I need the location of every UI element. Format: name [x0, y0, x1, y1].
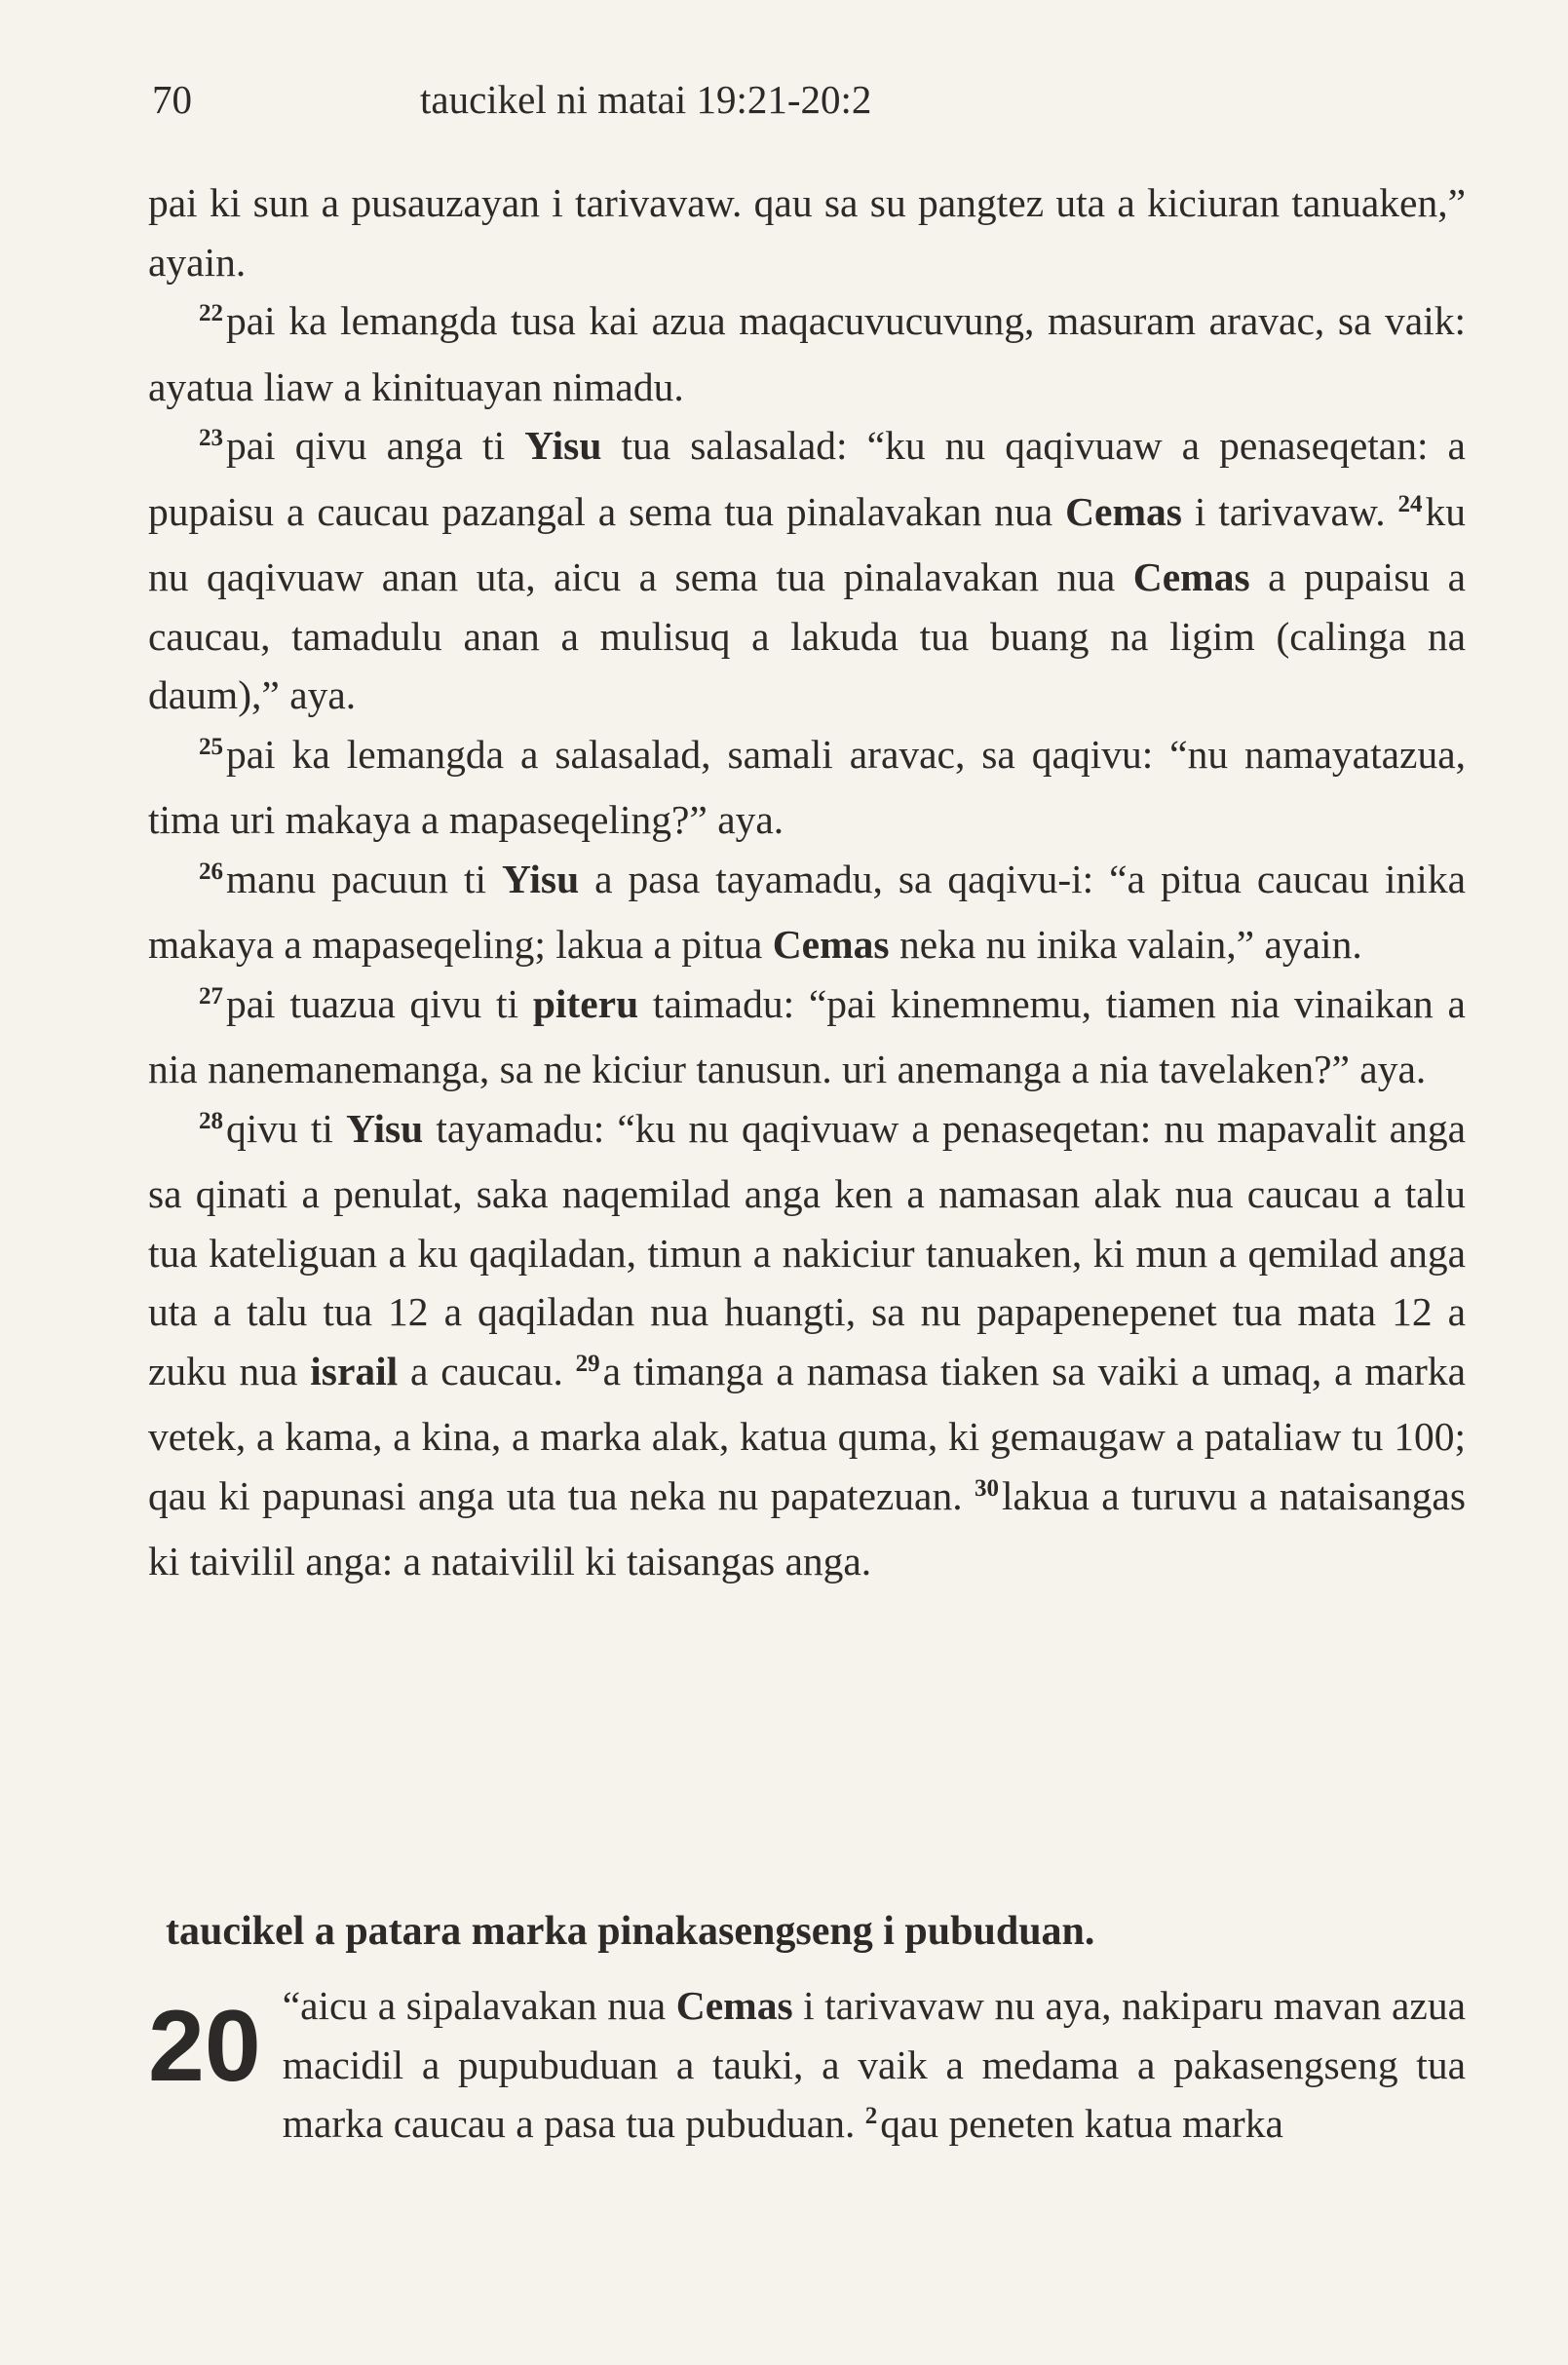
verse-number: 27 [199, 982, 223, 1010]
verse-text: manu pacuun ti [226, 856, 502, 901]
verse-text: pai qivu anga ti [226, 423, 525, 468]
paragraph [148, 974, 1466, 1099]
paragraph [148, 850, 1466, 974]
verse-text: lakua a turuvu a nataisangas ki taivilil anga: a nataivilil ki taisangas anga. [148, 1472, 1466, 1583]
verse-text: qau peneten katua marka [880, 2101, 1283, 2146]
paragraph [148, 416, 1466, 725]
verse-number: 30 [975, 1474, 999, 1502]
name-piteru: piteru [532, 980, 639, 1026]
verse-number: 22 [199, 300, 223, 326]
verse-number: 29 [575, 1350, 600, 1377]
verse-text: tayamadu: “ku nu qaqivuaw a penaseqetan: nu mapavalit anga sa qinati a penulat, saka naqemilad anga ken a namasan alak nua caucau a talu tua kateliguan a ku qaqiladan, timun a nakiciur tanuaken, ki mun a qemilad anga uta a talu tua 12 a qaqiladan nua huangti, sa nu papapenepenet tua mata 12 a zuku nua [148, 1105, 1467, 1393]
name-yisu: Yisu [501, 856, 580, 901]
verse-text: pai ka lemangda a salasalad, samali aravac, sa qaqivu: “nu namayatazua, tima uri makaya a mapaseqeling?” aya. [148, 731, 1466, 842]
verse-text: i tarivavaw. [1181, 488, 1398, 534]
paragraph [148, 173, 1466, 291]
name-yisu: Yisu [346, 1105, 424, 1151]
verse-text: pai ki sun a pusauzayan i tarivavaw. qau sa su pangtez uta a kiciuran tanuaken,” ayain. [148, 180, 1466, 285]
verse-text: pai ka lemangda tusa kai azua maqacuvucuvung, masuram aravac, sa vaik: ayatua liaw a kinituayan nimadu. [148, 298, 1466, 409]
running-head: taucikel ni matai 19:21-20:2 [420, 77, 872, 122]
main-text [148, 173, 1466, 1591]
chapter-start [148, 1976, 1466, 2160]
verse-text: taimadu: “pai kinemnemu, tiamen nia vinaikan a nia nanemanemanga, sa ne kiciur tanusun. uri anemanga a nia tavelaken?” aya. [148, 980, 1466, 1091]
verse-text: i tarivavaw nu aya, nakiparu mavan azua macidil a pupubuduan a tauki, a vaik a medama a pakasengseng tua marka caucau a pasa tua pubuduan. [282, 1983, 1466, 2146]
verse-number: 2 [864, 2103, 878, 2129]
verse-number: 28 [199, 1107, 223, 1134]
verse-text: a timanga a namasa tiaken sa vaiki a umaq, a marka vetek, a kama, a kina, a marka alak, katua quma, ki gemaugaw a pataliaw tu 100; qau ki papunasi anga uta tua neka nu papatezuan. [148, 1348, 1467, 1518]
verse-number: 26 [199, 858, 223, 885]
verse-text: ku nu qaqivuaw anan uta, aicu a sema tua pinalavakan nua [148, 488, 1466, 599]
name-israil: israil [310, 1348, 399, 1393]
verse-text: “aicu a sipalavakan nua [282, 1983, 676, 2028]
paragraph [148, 1976, 1466, 2160]
verse-text: a pupaisu a caucau, tamadulu anan a mulisuq a lakuda tua buang na ligim (calinga na daum),” aya. [148, 554, 1466, 717]
verse-text: pai tuazua qivu ti [226, 980, 533, 1026]
page-number: 70 [152, 77, 192, 122]
verse-number: 23 [199, 425, 223, 451]
name-cemas: Cemas [1132, 554, 1250, 599]
name-cemas: Cemas [675, 1983, 793, 2028]
paragraph [148, 1099, 1466, 1591]
verse-number: 25 [199, 733, 223, 760]
verse-text: qivu ti [226, 1105, 347, 1151]
name-cemas: Cemas [1065, 488, 1182, 534]
verse-number: 24 [1397, 490, 1423, 517]
verse-text: a caucau. [398, 1348, 576, 1393]
chapter-number: 20 [148, 1990, 261, 2103]
section-heading: taucikel a patara marka pinakasengseng i pubuduan. [166, 1909, 1095, 1954]
name-cemas: Cemas [772, 922, 890, 967]
paragraph [148, 725, 1466, 850]
verse-text: a pasa tayamadu, sa qaqivu-i: “a pitua caucau inika makaya a mapaseqeling; lakua a pitua [148, 856, 1466, 967]
verse-text: tua salasalad: “ku nu qaqivuaw a penaseqetan: a pupaisu a caucau pazangal a sema tua pinalavakan nua [148, 423, 1466, 534]
page-header [152, 70, 1416, 129]
name-yisu: Yisu [524, 423, 602, 468]
paragraph [148, 291, 1466, 416]
verse-text: neka nu inika valain,” ayain. [889, 922, 1362, 967]
